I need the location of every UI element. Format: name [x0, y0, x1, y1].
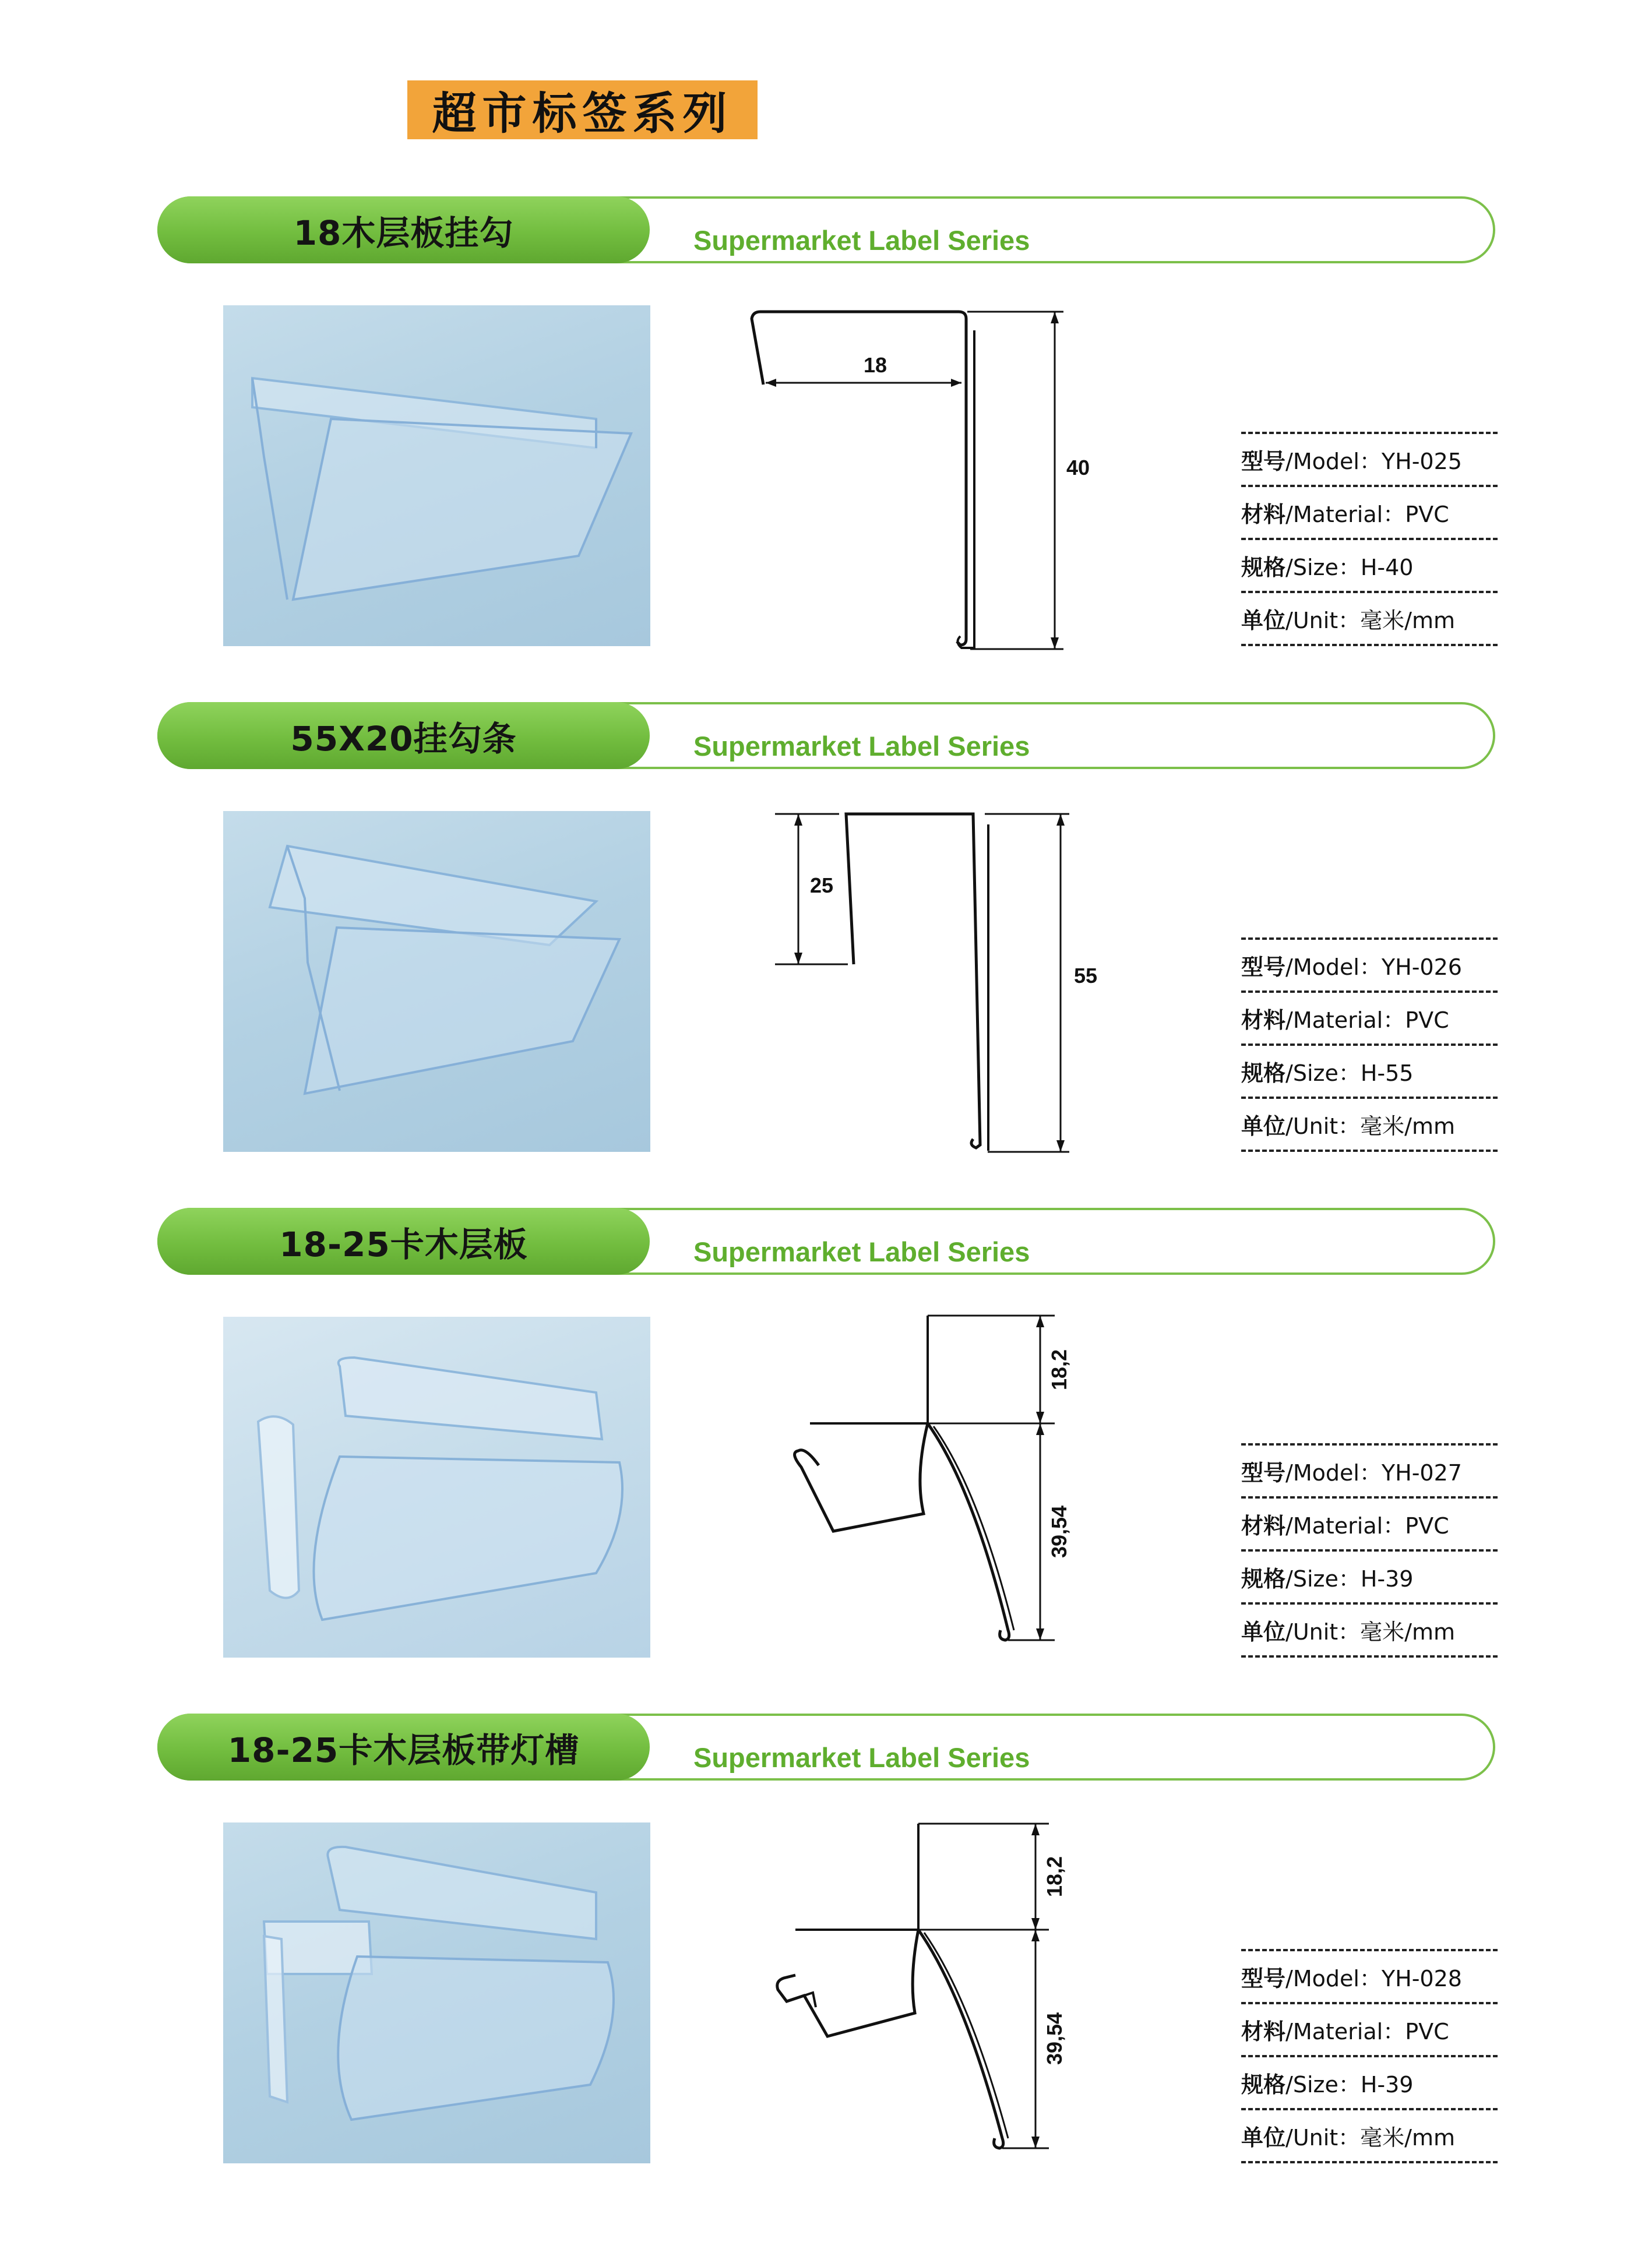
spec-row-model: 型号 /Model：YH-026 [1241, 954, 1462, 980]
dimension-label: 39,54 [1042, 2012, 1066, 2065]
dimension-label: 18,2 [1047, 1349, 1071, 1391]
profile-drawing-svg [740, 307, 1125, 657]
spec-row-size: 规格 /Size：H-55 [1241, 1060, 1414, 1086]
section-title: 18-25卡木层板 [279, 1224, 528, 1264]
product-photo-illustration [223, 305, 650, 646]
spec-row-material: 材料 /Material：PVC [1241, 2019, 1449, 2044]
product-section-yh028 [0, 1714, 1652, 2219]
spec-row-model: 型号 /Model：YH-027 [1241, 1460, 1462, 1486]
spec-row-unit: 单位 /Unit：毫米/mm [1241, 1113, 1456, 1139]
spec-row-material: 材料 /Material：PVC [1241, 1007, 1449, 1033]
profile-drawing [740, 1313, 1125, 1709]
profile-drawing [740, 1821, 1125, 2217]
product-photo [223, 1317, 650, 1658]
product-photo [223, 305, 650, 646]
product-photo-illustration [223, 811, 650, 1152]
product-photo-illustration [223, 1317, 650, 1658]
product-section-yh026 [0, 702, 1652, 1208]
spec-row-unit: 单位 /Unit：毫米/mm [1241, 608, 1456, 633]
dimension-label: 55 [1073, 964, 1098, 988]
spec-row-size: 规格 /Size：H-39 [1241, 2072, 1414, 2098]
page-title: 超市标签系列 [407, 80, 758, 139]
spec-row-size: 规格 /Size：H-40 [1241, 555, 1414, 580]
section-title-pill [157, 1208, 650, 1275]
section-subtitle: Supermarket Label Series [693, 225, 1030, 256]
dimension-label: 18,2 [1042, 1856, 1066, 1898]
spec-row-model: 型号 /Model：YH-028 [1241, 1966, 1462, 1991]
section-title: 18-25卡木层板带灯槽 [227, 1730, 580, 1770]
profile-drawing [740, 307, 1125, 703]
section-title-pill [157, 702, 650, 769]
profile-drawing-svg [740, 1821, 1125, 2182]
dimension-label: 18 [863, 353, 887, 377]
section-title-pill [157, 1714, 650, 1781]
product-photo-illustration [223, 1822, 650, 2163]
section-title: 55X20挂勾条 [290, 718, 517, 759]
product-photo [223, 811, 650, 1152]
spec-row-model: 型号 /Model：YH-025 [1241, 449, 1462, 474]
section-title: 18木层板挂勾 [293, 213, 514, 253]
dimension-label: 40 [1066, 456, 1090, 480]
spec-row-unit: 单位 /Unit：毫米/mm [1241, 2125, 1456, 2151]
product-photo [223, 1822, 650, 2163]
product-section-yh027 [0, 1208, 1652, 1714]
profile-drawing [740, 807, 1125, 1203]
spec-row-unit: 单位 /Unit：毫米/mm [1241, 1619, 1456, 1645]
profile-drawing-svg [740, 1313, 1125, 1674]
dimension-label: 39,54 [1047, 1505, 1071, 1559]
section-title-pill [157, 196, 650, 263]
section-subtitle: Supermarket Label Series [693, 1742, 1030, 1773]
dimension-label: 25 [809, 873, 834, 897]
spec-row-material: 材料 /Material：PVC [1241, 1513, 1449, 1539]
section-subtitle: Supermarket Label Series [693, 731, 1030, 762]
section-subtitle: Supermarket Label Series [693, 1236, 1030, 1267]
product-section-yh025 [0, 196, 1652, 702]
spec-row-size: 规格 /Size：H-39 [1241, 1566, 1414, 1592]
profile-drawing-svg [740, 807, 1125, 1168]
spec-row-material: 材料 /Material：PVC [1241, 502, 1449, 527]
